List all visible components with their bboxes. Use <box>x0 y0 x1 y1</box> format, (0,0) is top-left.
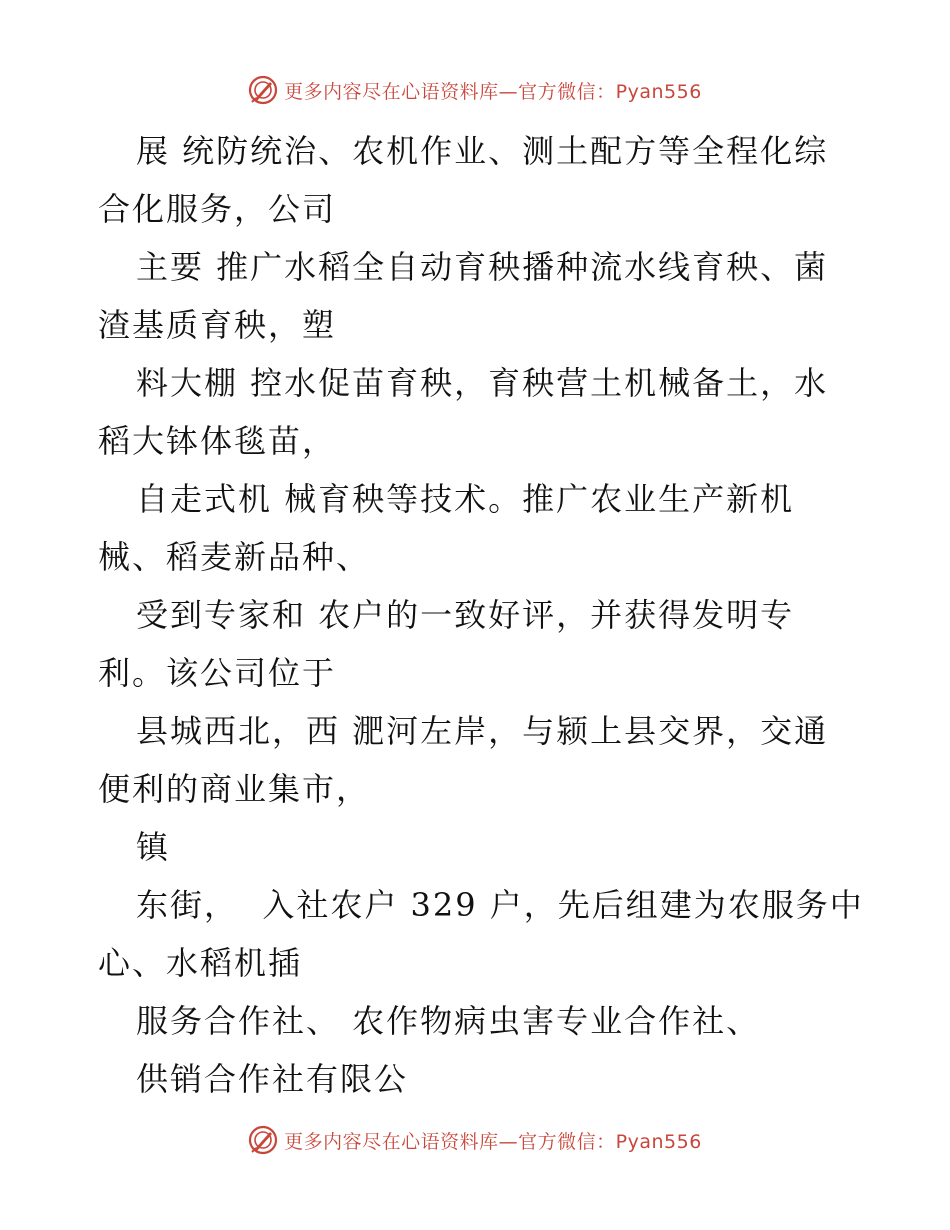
header-banner <box>0 70 950 110</box>
quill-logo-icon <box>248 75 278 105</box>
body-line: 料大棚 控水促苗育秧，育秧营土机械备土，水 <box>136 364 829 402</box>
body-line: 主要 推广水稻全自动育秧播种流水线育秧、菌 <box>136 248 829 286</box>
body-line: 东街， 入社农户 329 户，先后组建为农服务中 <box>136 886 864 924</box>
body-line: 合化服务，公司 <box>98 190 337 228</box>
quill-logo-icon <box>248 1125 278 1155</box>
body-line: 服务合作社、 农作物病虫害专业合作社、 <box>136 1002 761 1040</box>
body-line: 镇 <box>136 828 171 866</box>
body-line: 便利的商业集市， <box>98 770 371 808</box>
body-line: 渣基质育秧，塑 <box>98 306 337 344</box>
body-line: 受到专家和 农户的一致好评，并获得发明专 <box>136 596 795 634</box>
body-line: 县城西北，西 淝河左岸，与颍上县交界，交通 <box>136 712 829 750</box>
document-body <box>98 122 864 1108</box>
body-line: 械、稻麦新品种、 <box>98 538 371 576</box>
body-line: 心、水稻机插 <box>98 944 303 982</box>
body-line: 展 统防统治、农机作业、测土配方等全程化综 <box>136 132 829 170</box>
header-banner-text: 更多内容尽在心语资料库—官方微信：Pyan556 <box>284 80 702 103</box>
header-banner-inner <box>248 75 702 105</box>
footer-banner-inner <box>248 1125 702 1155</box>
footer-banner-text: 更多内容尽在心语资料库—官方微信：Pyan556 <box>284 1130 702 1153</box>
body-line: 稻大钵体毯苗， <box>98 422 337 460</box>
body-line: 利。该公司位于 <box>98 654 337 692</box>
body-line: 自走式机 械育秧等技术。推广农业生产新机 <box>136 480 795 518</box>
footer-banner <box>0 1120 950 1160</box>
body-line: 供销合作社有限公 <box>136 1060 409 1098</box>
